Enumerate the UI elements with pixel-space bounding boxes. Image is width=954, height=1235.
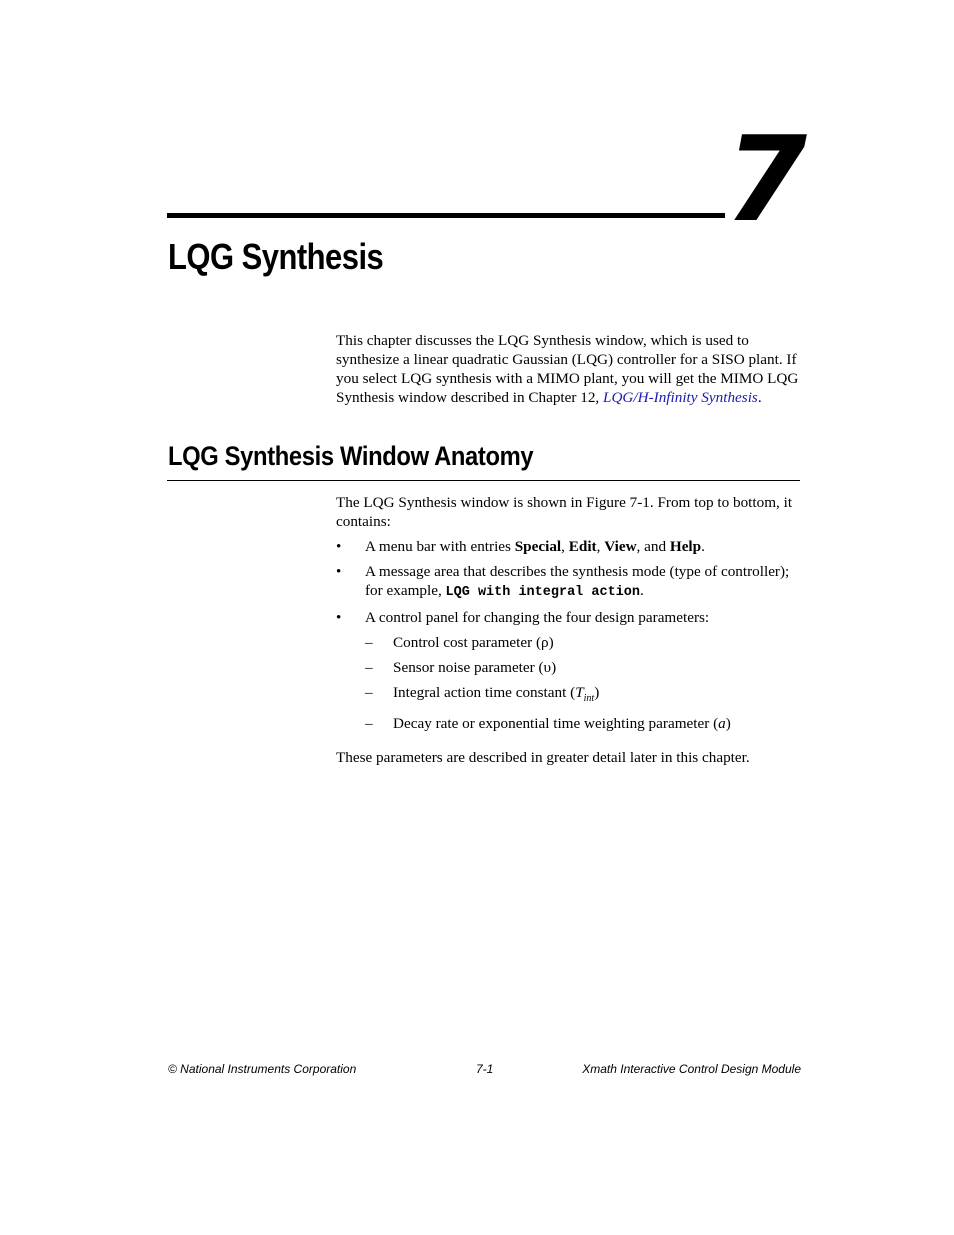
intro-paragraph (336, 331, 802, 407)
intro-text-end: . (757, 389, 762, 406)
list-item-menu-bar: • A menu bar with entries Special, Edit, View, and Help. (336, 538, 705, 555)
chapter-number: 7 (725, 110, 804, 248)
chapter-rule (167, 213, 725, 218)
menu-entry-view: View (604, 538, 637, 555)
section-rule (167, 480, 800, 481)
menu-entry-help: Help (669, 538, 702, 555)
intro-text: This chapter discusses the LQG Synthesis window, which is used to synthesize a linear quadratic Gaussian (LQG) controller for a SISO plant. If you select LQG synthesis with a MIMO plant, you will get the MIMO LQG Synthesis window described in Chapter 12, (336, 332, 799, 406)
section-lead: The LQG Synthesis window is shown in Figure 7-1. From top to bottom, it contains: (336, 494, 793, 530)
contents-list (336, 537, 802, 733)
footer-product-name: Xmath Interactive Control Design Module (582, 1062, 801, 1076)
param-integral-action: – Integral action time constant $(T_{int})$ (365, 684, 600, 705)
param-decay-rate: – Decay rate or exponential time weighting parameter (a) (365, 715, 731, 733)
section-heading: LQG Synthesis Window Anatomy (168, 441, 534, 471)
list-item-control-panel: • A control panel for changing the four design parameters: – Control cost parameter (ρ) – Sensor noise parameter (υ) – Integral action time constant $(T_{int})$ – Decay rate or exponential time weighting parameter (a) (336, 608, 802, 733)
bullet-icon: • (336, 563, 342, 580)
list-item-message-area: • A message area that describes the synthesis mode (type of controller); for example, LQG with integral action. (336, 563, 790, 600)
dash-icon: – (365, 634, 373, 651)
menu-entry-special: Special (514, 538, 562, 555)
bullet-icon: • (336, 609, 342, 626)
menu-entry-edit: Edit (568, 538, 597, 555)
chapter-title: LQG Synthesis (168, 236, 384, 277)
param-sensor-noise: – Sensor noise parameter (υ) (365, 659, 557, 676)
dash-icon: – (365, 715, 373, 733)
parameter-list (365, 633, 802, 733)
chapter-12-link[interactable]: LQG/H-Infinity Synthesis (603, 389, 758, 406)
section-body (336, 493, 802, 767)
code-example: LQG with integral action (445, 585, 640, 600)
bullet-icon: • (336, 538, 342, 555)
param-control-cost: – Control cost parameter (ρ) (365, 634, 554, 651)
dash-icon: – (365, 684, 373, 701)
dash-icon: – (365, 659, 373, 676)
footer-copyright: © National Instruments Corporation (168, 1062, 357, 1076)
footer-page-number: 7-1 (476, 1062, 494, 1076)
closing-paragraph: These parameters are described in greater detail later in this chapter. (336, 749, 750, 767)
